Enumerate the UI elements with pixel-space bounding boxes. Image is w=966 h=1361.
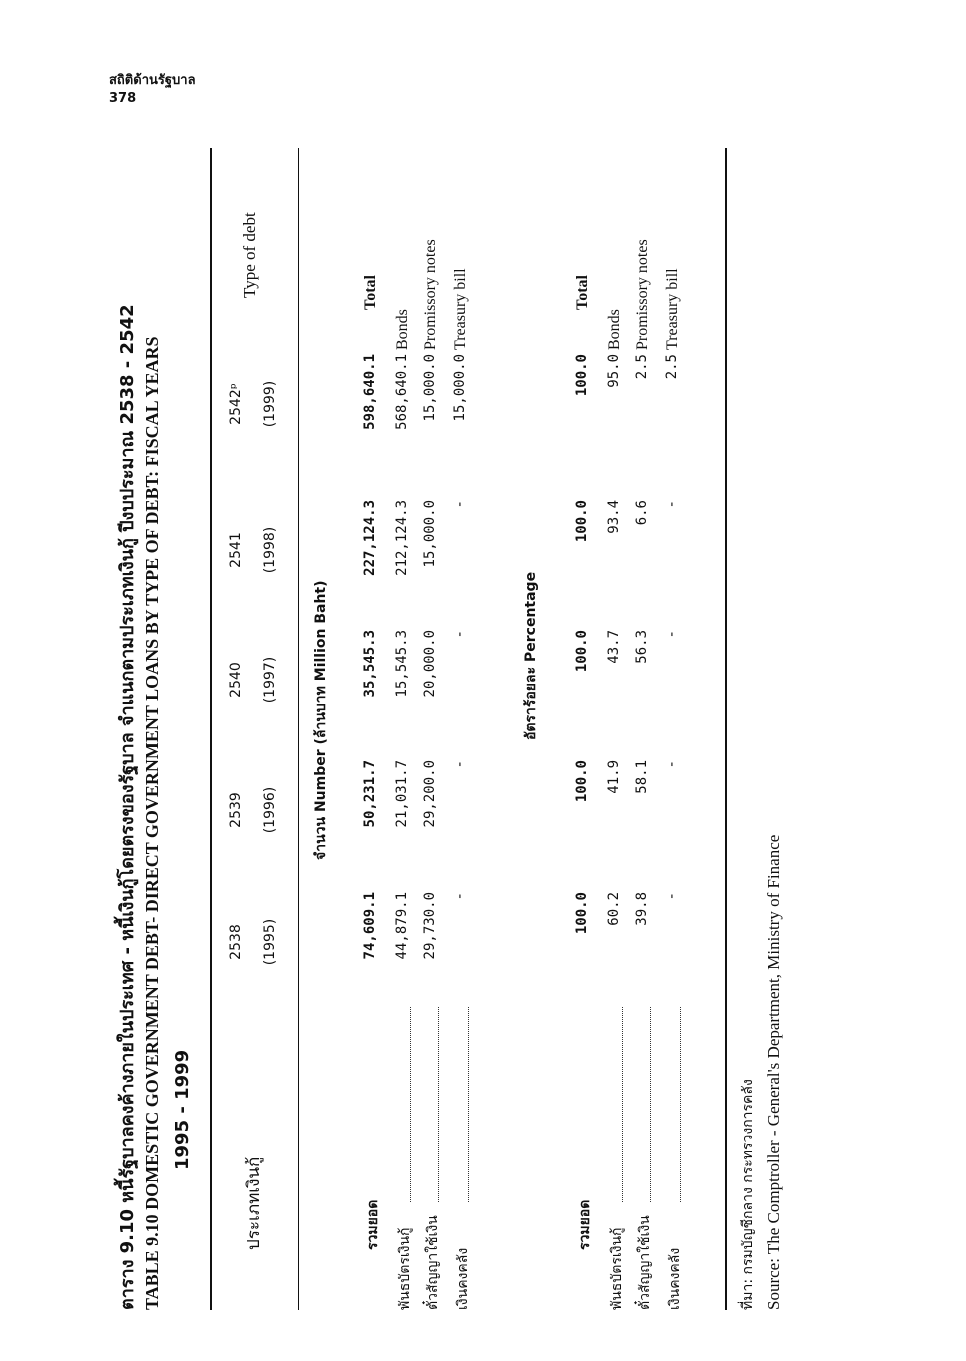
bottom-rule (725, 148, 727, 1310)
table-cell: - (664, 760, 680, 769)
table-cell: 60.2 (606, 892, 622, 926)
source-thai: ที่มา: กรมบัญชีกลาง กระทรวงการคลัง (740, 1079, 756, 1310)
table-cell: 35,545.3 (362, 630, 378, 698)
table-cell: 100.0 (574, 892, 590, 935)
row-label-thai: เงินคงคลัง (455, 1247, 471, 1310)
year-en-header: (1999) (262, 380, 278, 428)
year-en-header: (1998) (262, 526, 278, 574)
row-label-english: Bonds (394, 309, 411, 350)
table-cell: 568,640.1 (394, 354, 410, 430)
table-cell: 43.7 (606, 630, 622, 664)
table-cell: - (664, 630, 680, 639)
table-cell: 20,000.0 (422, 630, 438, 698)
year-th-header: 2540 (228, 662, 244, 698)
leader-dots (622, 1007, 623, 1202)
table-cell: 56.3 (634, 630, 650, 664)
year-en-header: (1995) (262, 918, 278, 966)
year-th-header: 2539 (228, 792, 244, 828)
table-cell: 44,879.1 (394, 892, 410, 960)
row-label-english: Total (362, 275, 379, 310)
top-rule (210, 148, 212, 1310)
table-cell: 100.0 (574, 354, 590, 397)
table-cell: 29,200.0 (422, 760, 438, 828)
table-cell: 41.9 (606, 760, 622, 794)
leader-dots (680, 1007, 681, 1202)
table-cell: 93.4 (606, 500, 622, 534)
table-cell: 50,231.7 (362, 760, 378, 828)
row-label-thai: ตั๋วสัญญาใช้เงิน (425, 1215, 441, 1310)
row-label-english: Total (574, 275, 591, 310)
header-rule (298, 148, 299, 1310)
source-english: Source: The Comptroller - General's Department, Ministry of Finance (764, 834, 783, 1310)
year-th-header: 2538 (228, 924, 244, 960)
section-heading: อัตราร้อยละ Percentage (523, 571, 539, 740)
year-th-header: 2542ᵖ (228, 383, 244, 425)
table-cell: 100.0 (574, 500, 590, 543)
row-label-thai: พันธบัตรเงินกู้ (609, 1227, 625, 1310)
table-cell: 95.0 (606, 354, 622, 388)
table-cell: 21,031.7 (394, 760, 410, 828)
table-cell: - (452, 892, 468, 901)
table-title-thai: ตาราง 9.10 หนี้รัฐบาลคงค้างภายในประเทศ - หนี้เงินกู้โดยตรงของรัฐบาล จำแนกตามประเภทเงินกู้ ปีงบประมาณ 2538 - 2542 (117, 304, 138, 1310)
section-name: สถิติด้านรัฐบาล (109, 73, 196, 88)
column-header-type-english: Type of debt (240, 212, 259, 298)
table-cell: 15,545.3 (394, 630, 410, 698)
table-cell: 39.8 (634, 892, 650, 926)
rotated-table-page (100, 90, 790, 1310)
row-label-thai: รวมยอด (365, 1199, 381, 1250)
page-number: 378 (109, 91, 137, 106)
table-cell: 74,609.1 (362, 892, 378, 960)
table-cell: 100.0 (574, 630, 590, 673)
leader-dots (410, 1007, 411, 1202)
table-cell: - (452, 500, 468, 509)
table-cell: 15,000.0 (452, 354, 468, 422)
row-label-thai: พันธบัตรเงินกู้ (397, 1227, 413, 1310)
table-cell: 227,124.3 (362, 500, 378, 576)
table-cell: - (664, 500, 680, 509)
row-label-english: Promissory notes (634, 239, 651, 350)
table-cell: 212,124.3 (394, 500, 410, 576)
table-cell: 15,000.0 (422, 354, 438, 422)
leader-dots (438, 1007, 439, 1202)
row-label-english: Bonds (606, 309, 623, 350)
row-label-thai: ตั๋วสัญญาใช้เงิน (637, 1215, 653, 1310)
year-en-header: (1996) (262, 786, 278, 834)
leader-dots (468, 1007, 469, 1202)
table-cell: 15,000.0 (422, 500, 438, 568)
row-label-english: Treasury bill (664, 268, 681, 350)
section-heading: จำนวน Number (ล้านบาท Million Baht) (313, 580, 329, 860)
table-cell: 2.5 (664, 354, 680, 380)
table-cell: - (452, 630, 468, 639)
row-label-english: Treasury bill (452, 268, 469, 350)
row-label-thai: เงินคงคลัง (667, 1247, 683, 1310)
row-label-thai: รวมยอด (577, 1199, 593, 1250)
year-th-header: 2541 (228, 532, 244, 568)
table-cell: 2.5 (634, 354, 650, 380)
table-title-english: TABLE 9.10 DOMESTIC GOVERNMENT DEBT- DIRECT GOVERNMENT LOANS BY TYPE OF DEBT: FISCAL YEARS (142, 336, 162, 1310)
table-cell: 598,640.1 (362, 354, 378, 430)
leader-dots (650, 1007, 651, 1202)
table-cell: 58.1 (634, 760, 650, 794)
table-cell: 100.0 (574, 760, 590, 803)
table-cell: 6.6 (634, 500, 650, 526)
column-header-type-thai: ประเภทเงินกู้ (244, 1156, 264, 1250)
table-title-years: 1995 - 1999 (172, 1049, 193, 1170)
row-label-english: Promissory notes (422, 239, 439, 350)
table-cell: - (664, 892, 680, 901)
table-cell: - (452, 760, 468, 769)
table-cell: 29,730.0 (422, 892, 438, 960)
year-en-header: (1997) (262, 656, 278, 704)
